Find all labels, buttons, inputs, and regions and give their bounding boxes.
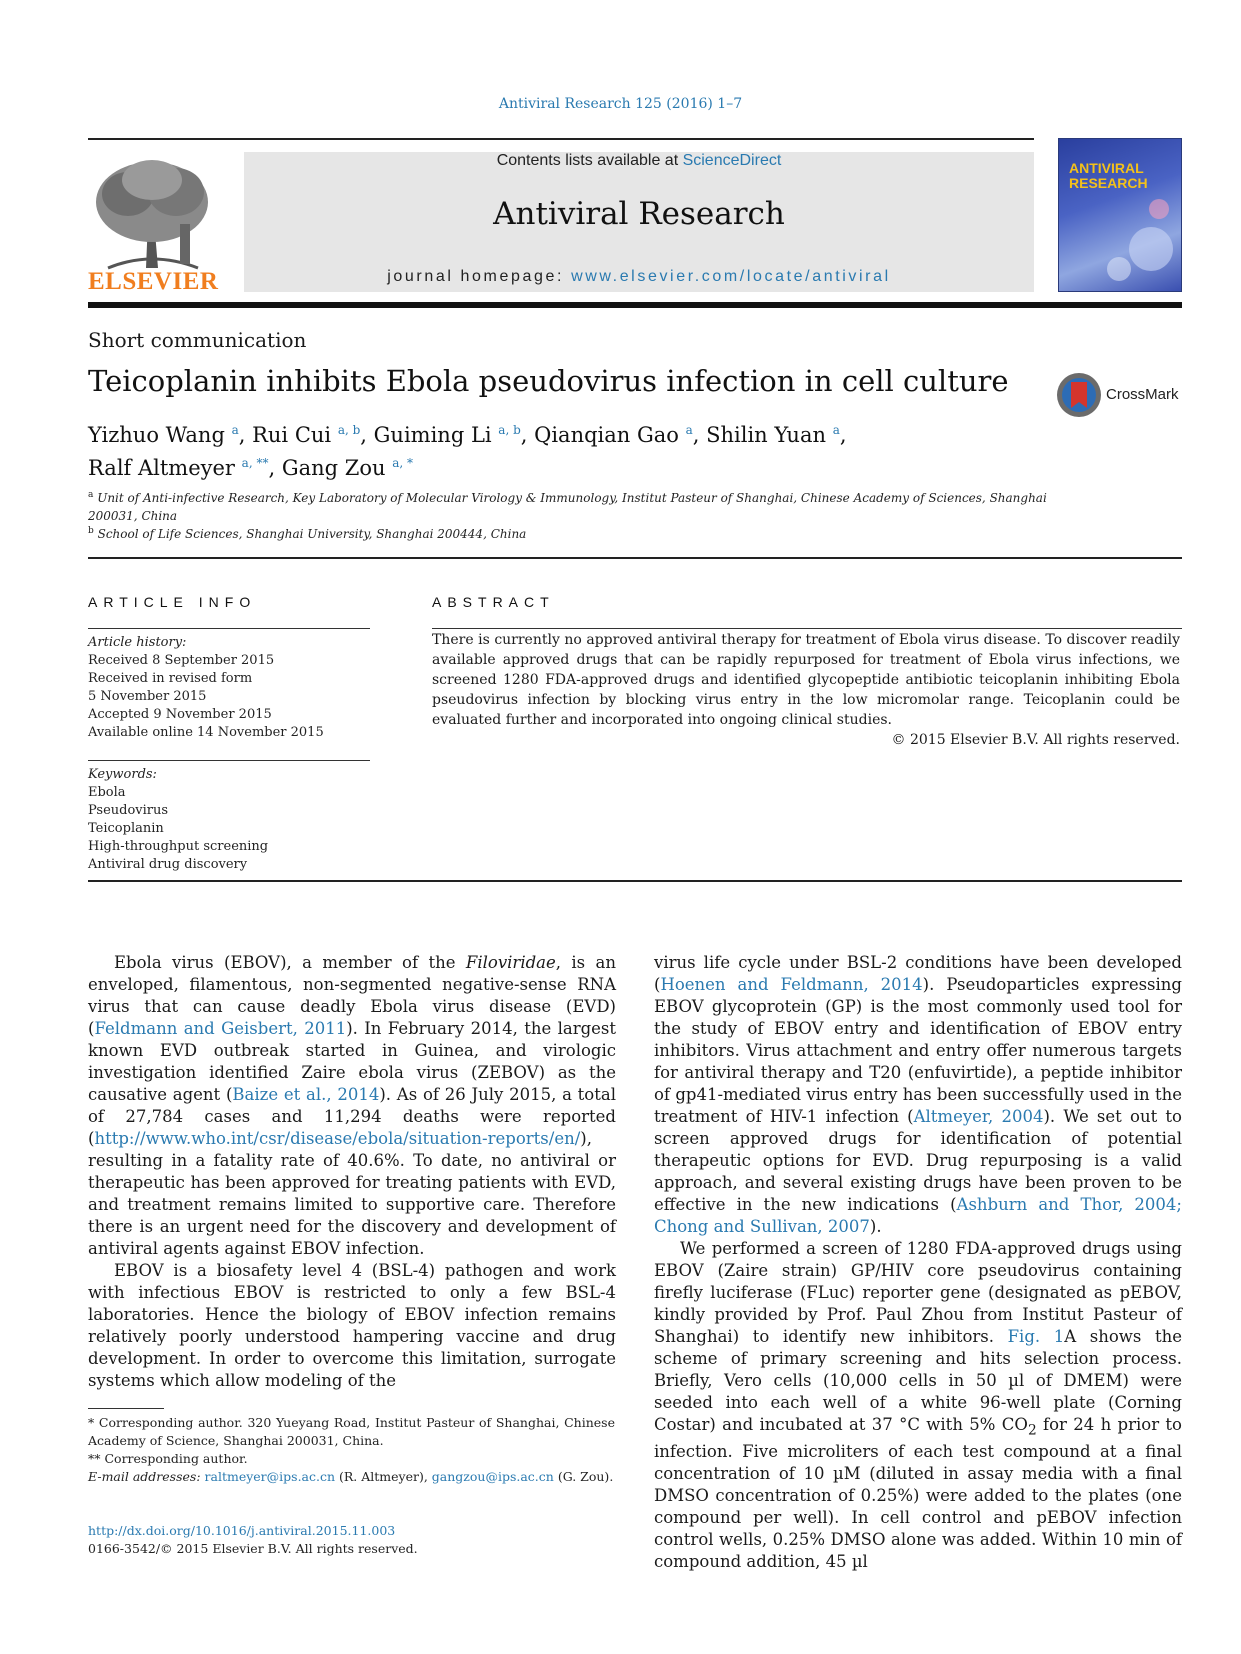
article-info-rule — [88, 628, 370, 629]
contents-line — [244, 152, 1034, 170]
history-label: Article history: — [88, 635, 187, 650]
author-name[interactable]: Shilin Yuan — [706, 423, 826, 447]
body-paragraph: EBOV is a biosafety level 4 (BSL-4) pathogen and work with infectious EBOV is restricted to only a few BSL-4 laboratories. Hence the biology of EBOV infection remains relatively poorly understood hampering vaccine and drug development. In order to overcome this limitation, surrogate systems which allow modeling of the — [88, 1261, 616, 1390]
journal-cover[interactable] — [1058, 138, 1182, 292]
text-run: , is an enveloped, filamentous, non-segmented negative-sense RNA virus that can cause deadly Ebola virus disease (EVD) ( — [88, 953, 616, 1038]
abstract-text: There is currently no approved antiviral therapy for treatment of Ebola virus disease. To discover readily available approved drugs that can be rapidly repurposed for treatment of Ebola virus infections, we screened 1280 FDA-approved drugs and identified glycopeptide antibiotic teicoplanin inhibiting Ebola pseudovirus infection by blocking virus entry in the low micromolar range. Teicoplanin could be evaluated further and incorporated into ongoing clinical studies. — [432, 632, 1180, 728]
history-item: Received in revised form — [88, 671, 253, 686]
body-paragraph — [88, 952, 616, 1260]
keyword-item: Ebola — [88, 785, 126, 800]
keyword-item: Teicoplanin — [88, 821, 164, 836]
reference-link[interactable]: Altmeyer, 2004 — [913, 1107, 1044, 1126]
author-name[interactable]: Rui Cui — [252, 423, 332, 447]
crossmark-icon — [1056, 372, 1102, 418]
body-left-column — [88, 952, 616, 1392]
body-right-column — [654, 952, 1182, 1573]
keyword-item: Pseudovirus — [88, 803, 169, 818]
front-matter-rule — [88, 880, 1182, 882]
cover-title-line1: ANTIVIRAL — [1069, 160, 1144, 176]
affiliation-a — [88, 486, 1048, 525]
banner-bottom-rule — [88, 302, 1182, 308]
body-paragraph — [654, 952, 1182, 1238]
body-paragraph — [654, 1238, 1182, 1573]
author-name[interactable]: Qianqian Gao — [534, 423, 679, 447]
history-item: 5 November 2015 — [88, 689, 207, 704]
keyword-item: Antiviral drug discovery — [88, 857, 248, 872]
subscript: 2 — [1027, 1422, 1037, 1439]
footnote-rule — [88, 1408, 164, 1409]
article-title: Teicoplanin inhibits Ebola pseudovirus infection in cell culture — [88, 364, 1009, 398]
email-link[interactable]: gangzou@ips.ac.cn — [431, 1469, 554, 1484]
article-info-heading: ARTICLE INFO — [88, 594, 257, 610]
email-addresses — [88, 1468, 615, 1486]
author-affiliation-mark[interactable]: a — [832, 423, 840, 437]
reference-link[interactable]: Baize et al., 2014 — [232, 1085, 380, 1104]
reference-link[interactable]: Ashburn and Thor, 2004; Chong and Sullivan, 2007 — [654, 1195, 1182, 1236]
section-type: Short communication — [88, 328, 307, 352]
abstract-copyright: © 2015 Elsevier B.V. All rights reserved. — [891, 732, 1180, 748]
contents-prefix: Contents lists available at — [496, 152, 683, 169]
who-url-link[interactable]: http://www.who.int/csr/disease/ebola/situation-reports/en/ — [94, 1129, 581, 1148]
author-name[interactable]: Ralf Altmeyer — [88, 456, 235, 480]
figure-link[interactable]: Fig. 1 — [1007, 1327, 1065, 1346]
text-run: ). — [869, 1217, 882, 1236]
journal-name: Antiviral Research — [493, 196, 785, 232]
history-item: Available online 14 November 2015 — [88, 725, 324, 740]
keywords-rule — [88, 760, 370, 761]
email-label: E-mail addresses: — [88, 1469, 205, 1484]
italic-term: Filoviridae — [465, 953, 556, 972]
text-run: ). In February 2014, the largest known EVD outbreak started in Guinea, and virologic investigation identified Zaire ebola virus (ZEBOV) as the causative agent ( — [88, 1019, 617, 1104]
author-affiliation-mark[interactable]: a, ** — [241, 456, 269, 470]
reference-link[interactable]: Feldmann and Geisbert, 2011 — [94, 1019, 347, 1038]
sciencedirect-link[interactable]: ScienceDirect — [682, 152, 782, 169]
keywords — [88, 766, 378, 874]
author-affiliation-mark[interactable]: a, b — [498, 423, 521, 437]
abstract-heading: ABSTRACT — [432, 594, 555, 610]
text-run: ). Pseudoparticles expressing EBOV glycoprotein (GP) is the most commonly used tool for the study of EBOV entry and identification of EBOV entry inhibitors. Virus attachment and entry offer numerous targets for antiviral therapy and T20 (enfuvirtide), a peptide inhibitor of gp41-mediated virus entry has been successfully used in the treatment of HIV-1 infection ( — [654, 975, 1182, 1126]
affiliation-mark: a — [88, 490, 94, 500]
reference-link[interactable]: Hoenen and Feldmann, 2014 — [660, 975, 923, 994]
text-run: ). As of 26 July 2015, a total of 27,784 cases and 11,294 deaths were reported ( — [88, 1085, 616, 1148]
text-run: A shows the scheme of primary screening and hits selection process. Briefly, Vero cells (10,000 cells in 50 µl of DMEM) were seeded into each well of a white 96-well plate (Corning Costar) and incubated at 37 °C with 5% CO — [654, 1327, 1182, 1434]
email-owner: (R. Altmeyer), — [335, 1469, 432, 1484]
crossmark-label: CrossMark — [1106, 386, 1179, 403]
journal-citation[interactable]: Antiviral Research 125 (2016) 1–7 — [498, 96, 743, 112]
author-name[interactable]: Yizhuo Wang — [88, 423, 225, 447]
header-rule — [88, 138, 1034, 140]
article-history — [88, 634, 378, 742]
email-owner: (G. Zou). — [557, 1469, 614, 1484]
corresponding-author-2: ** Corresponding author. — [88, 1451, 248, 1466]
author-name[interactable]: Gang Zou — [281, 456, 386, 480]
text-run: ), resulting in a fatality rate of 40.6%. To date, no antiviral or therapeutic has been approved for treating patients with EVD, and treatment remains limited to supportive care. Therefore there is an urgent need for the discovery and development of antiviral agents against EBOV infection. — [88, 1129, 616, 1258]
text-run: ). We set out to screen approved drugs for identification of potential therapeutic options for EVD. Drug repurposing is a valid approach, and several existing drugs have been proven to be effective in the new indications ( — [654, 1107, 1182, 1214]
email-link[interactable]: raltmeyer@ips.ac.cn — [204, 1469, 336, 1484]
doi-link[interactable]: http://dx.doi.org/10.1016/j.antiviral.2015.11.003 — [88, 1523, 396, 1538]
homepage-prefix: journal homepage: — [387, 268, 572, 285]
affiliation-text: Unit of Anti-infective Research, Key Laboratory of Molecular Virology & Immunology, Institut Pasteur of Shanghai, Chinese Academy of Sciences, Shanghai 200031, China — [88, 491, 1047, 523]
abstract-rule — [432, 628, 1182, 629]
author-affiliation-mark[interactable]: a — [685, 423, 693, 437]
text-run: for 24 h prior to infection. Five microliters of each test compound at a final concentration of 10 µM (diluted in assay media with a final DMSO concentration of 0.25%) were added to the plates (one compound per well). In cell control and pEBOV infection control wells, 0.25% DMSO alone was added. Within 10 min of compound addition, 45 µl — [654, 1415, 1182, 1572]
elsevier-wordmark[interactable]: ELSEVIER — [88, 268, 219, 295]
author-affiliation-mark[interactable]: a — [231, 423, 239, 437]
text-run: virus life cycle under BSL-2 conditions have been developed ( — [654, 953, 1182, 994]
homepage-line — [244, 268, 1034, 286]
doi-block — [88, 1522, 615, 1558]
affiliation-mark: b — [88, 526, 94, 536]
corresponding-author-1: * Corresponding author. 320 Yueyang Road, Institut Pasteur of Shanghai, Chinese Academy of Science, Shanghai 200031, China. — [88, 1415, 615, 1448]
keyword-item: High-throughput screening — [88, 839, 269, 854]
issn-line: 0166-3542/© 2015 Elsevier B.V. All rights reserved. — [88, 1541, 418, 1556]
crossmark-badge[interactable] — [1056, 372, 1186, 422]
author-affiliation-mark[interactable]: a, * — [392, 456, 414, 470]
history-item: Accepted 9 November 2015 — [88, 707, 272, 722]
author-affiliation-mark[interactable]: a, b — [337, 423, 361, 437]
homepage-link[interactable]: www.elsevier.com/locate/antiviral — [571, 268, 891, 285]
keywords-label: Keywords: — [88, 767, 157, 782]
history-item: Received 8 September 2015 — [88, 653, 275, 668]
text-run: Ebola virus (EBOV), a member of the — [114, 953, 466, 972]
cover-title-line2: RESEARCH — [1069, 175, 1148, 191]
footnotes — [88, 1414, 615, 1486]
affiliation-text: School of Life Sciences, Shanghai University, Shanghai 200444, China — [97, 527, 527, 541]
author-list: Yizhuo Wang $^a$, Rui Cui $^{a, b}$, Guiming Li $^{a, b}$, Qianqian Gao $^a$, Shilin Yuan $^a$, Ralf Altmeyer $^{a, **}$, Gang Zou $^{a, *}$ — [88, 423, 847, 480]
cover-artwork — [1059, 139, 1181, 291]
author-name[interactable]: Guiming Li — [373, 423, 492, 447]
title-block-rule — [88, 557, 1182, 559]
text-run: We performed a screen of 1280 FDA-approved drugs using EBOV (Zaire strain) GP/HIV core pseudovirus containing firefly luciferase (FLuc) reporter gene (designated as pEBOV, kindly provided by Prof. Paul Zhou from Institut Pasteur of Shanghai) to identify new inhibitors. — [654, 1239, 1182, 1346]
affiliation-b — [88, 522, 1048, 543]
